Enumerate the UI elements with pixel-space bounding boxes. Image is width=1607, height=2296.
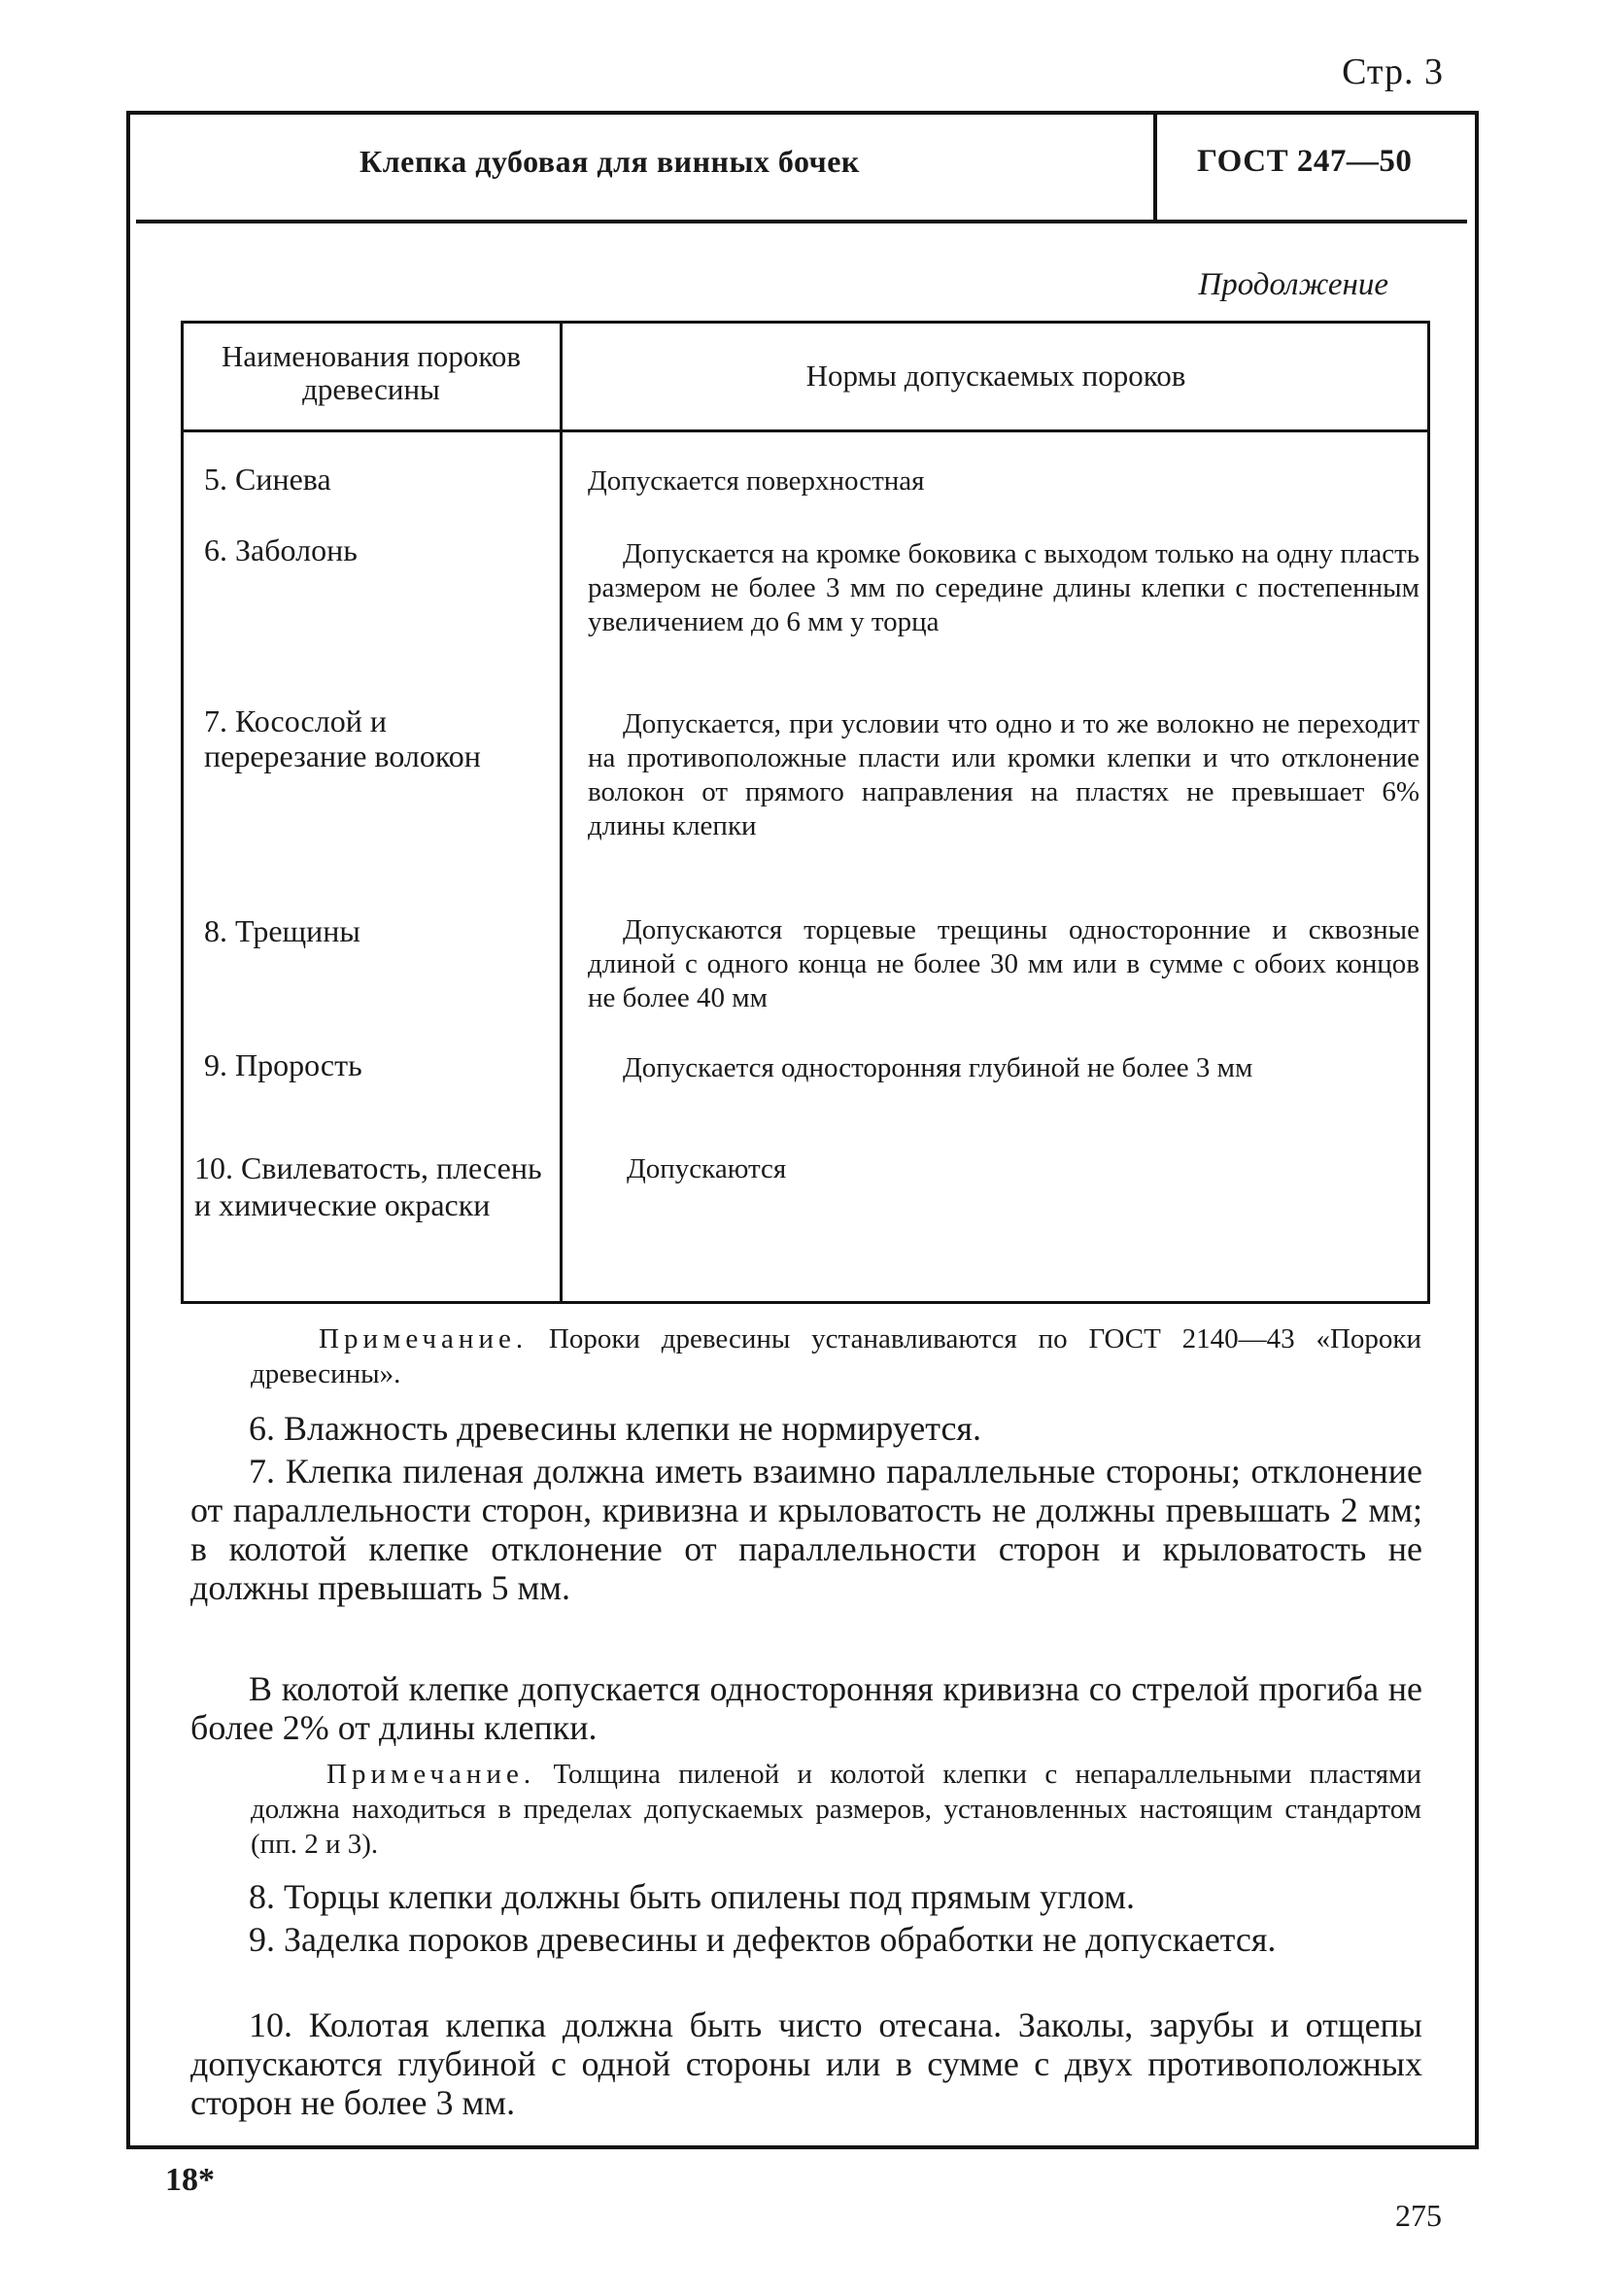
note-2-label: Примечание.: [326, 1759, 536, 1790]
table-row-name: 8. Трещины: [204, 913, 360, 948]
note-2: [251, 1757, 1421, 1862]
table-row-norm: Допускается на кромке боковика с выходом только на одну пласть размером не более 3 мм по середине длины клепки с постепенным увеличением до 6 мм у торца: [588, 538, 1419, 637]
table-row-norm: Допускается односторонняя глубиной не более 3 мм: [623, 1052, 1253, 1083]
paragraph-10: 10. Колотая клепка должна быть чисто отесана. Заколы, зарубы и отщепы допускаются глубиной с одной стороны или в сумме с двух противоположных сторон не более 3 мм.: [190, 2005, 1422, 2122]
note-1-label: Примечание.: [319, 1323, 529, 1354]
table-row-norm: Допускается, при условии что одно и то же волокно не переходит на противоположные пласти или кромки клепки и что отклонение волокон от прямого направления на пластях не превышает 6% длины клепки: [588, 708, 1419, 841]
frame-left-rule: [126, 115, 130, 2145]
page-label: Стр. 3: [1342, 51, 1444, 92]
paragraph-7b: В колотой клепке допускается односторонняя кривизна со стрелой прогиба не более 2% от длины клепки.: [190, 1669, 1422, 1747]
table-header-norms: Нормы допускаемых пороков: [805, 359, 1186, 393]
header-divider: [1153, 115, 1157, 220]
page-number: 275: [1395, 2198, 1442, 2233]
header-top-rule: [126, 111, 1479, 115]
note-1-text: Пороки древесины устанавливаются по ГОСТ 2140—43 «Пороки древесины».: [251, 1323, 1421, 1389]
standard-number: ГОСТ 247—50: [1197, 144, 1413, 179]
paragraph-7: 7. Клепка пиленая должна иметь взаимно параллельные стороны; отклонение от параллельности сторон, кривизна и крыловатость не должны превышать 2 мм; в колотой клепке отклонение от параллельности сторон и крыловатость не должны превышать 5 мм.: [190, 1452, 1422, 1607]
signature-mark: 18*: [165, 2162, 215, 2198]
table-row-name: 5. Синева: [204, 462, 331, 497]
frame-right-rule: [1475, 115, 1479, 2145]
footer-rule: [126, 2145, 1479, 2149]
table-row-norm: Допускаются: [627, 1153, 787, 1184]
continued-label: Продолжение: [1198, 267, 1388, 302]
table-header-divider: [184, 429, 1427, 432]
table-header-defect-name: Наименования пороков древесины: [221, 339, 522, 406]
note-2-text: Толщина пиленой и колотой клепки с непараллельными пластями должна находиться в пределах допускаемых размеров, установленных настоящим стандартом (пп. 2 и 3).: [251, 1759, 1421, 1860]
table-row-name: 7. Косослой и перерезание волокон: [204, 703, 481, 773]
paragraph-6: 6. Влажность древесины клепки не нормируется.: [249, 1409, 981, 1448]
table-row-norm: Допускаются торцевые трещины односторонние и сквозные длиной с одного конца не более 30 мм или в сумме с обоих концов не более 40 мм: [588, 914, 1419, 1013]
table-row-name: 6. Заболонь: [204, 532, 358, 567]
paragraph-9: 9. Заделка пороков древесины и дефектов обработки не допускается.: [249, 1920, 1277, 1959]
table-row-name: 10. Свилеватость, плесень и химические окраски: [194, 1150, 542, 1222]
note-1: [251, 1321, 1421, 1391]
header-bottom-rule: [136, 220, 1467, 223]
document-title: Клепка дубовая для винных бочек: [359, 144, 860, 179]
table-column-divider: [560, 324, 563, 1304]
table-row-name: 9. Прорость: [204, 1047, 362, 1082]
paragraph-8: 8. Торцы клепки должны быть опилены под прямым углом.: [249, 1877, 1136, 1916]
table-row-norm: Допускается поверхностная: [588, 465, 925, 497]
